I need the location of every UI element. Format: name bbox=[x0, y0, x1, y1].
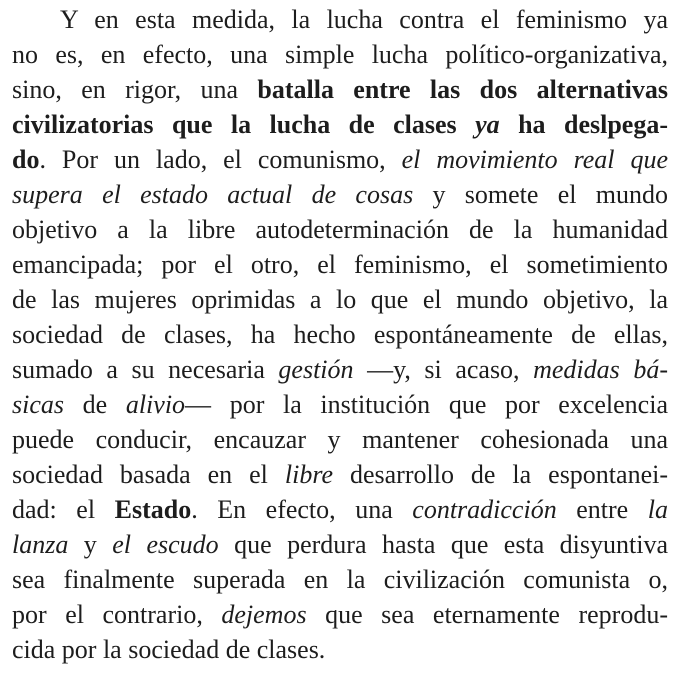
text-run: dad: el bbox=[12, 495, 115, 524]
text-run: civilizatorias que la lucha de clases bbox=[12, 110, 476, 139]
text-run: dejemos bbox=[221, 600, 307, 629]
text-line bbox=[12, 177, 668, 212]
text-run: de las mujeres oprimidas a lo que el mundo objetivo, la bbox=[12, 285, 668, 314]
text-run: y bbox=[68, 530, 113, 559]
text-run: el escudo bbox=[112, 530, 219, 559]
text-run: entre bbox=[556, 495, 648, 524]
text-run: y somete el mundo bbox=[413, 180, 668, 209]
text-line bbox=[12, 387, 668, 422]
text-line bbox=[12, 142, 668, 177]
text-run: sociedad de clases, ha hecho espontáneamente de ellas, bbox=[12, 320, 668, 349]
text-run: gestión bbox=[278, 355, 354, 384]
text-line bbox=[12, 562, 668, 597]
text-run: emancipada; por el otro, el feminismo, el sometimiento bbox=[12, 250, 668, 279]
text-line bbox=[12, 597, 668, 632]
text-run: . Por un lado, el comunismo, bbox=[39, 145, 402, 174]
text-line bbox=[12, 282, 668, 317]
text-line bbox=[12, 317, 668, 352]
text-run: lanza bbox=[12, 530, 69, 559]
text-run: la bbox=[647, 495, 668, 524]
text-line bbox=[12, 352, 668, 387]
text-run: no es, en efecto, una simple lucha político-organizativa, bbox=[12, 40, 668, 69]
text-run: supera el estado actual de cosas bbox=[12, 180, 414, 209]
text-run: —y, si acaso, bbox=[353, 355, 534, 384]
text-run: el movimiento real que bbox=[401, 145, 668, 174]
text-run: sicas bbox=[12, 390, 64, 419]
text-line bbox=[12, 212, 668, 247]
text-run: Y en esta medida, la lucha contra el feminismo ya bbox=[60, 5, 668, 34]
text-line bbox=[12, 457, 668, 492]
text-run: sumado a su necesaria bbox=[12, 355, 279, 384]
text-run: sociedad basada en el bbox=[12, 460, 285, 489]
text-line bbox=[60, 2, 668, 37]
text-line bbox=[12, 37, 668, 72]
text-run: medidas bá- bbox=[533, 355, 668, 384]
text-run: que perdura hasta que esta disyuntiva bbox=[218, 530, 669, 559]
text-run: libre bbox=[284, 460, 334, 489]
text-line bbox=[12, 107, 668, 142]
text-run: batalla entre las dos alternativas bbox=[257, 75, 668, 104]
text-run: Estado bbox=[114, 495, 192, 524]
text-run: ha deslpega- bbox=[499, 110, 668, 139]
text-run: alivio bbox=[125, 390, 186, 419]
text-run: sino, en rigor, una bbox=[12, 75, 258, 104]
text-run: de bbox=[64, 390, 126, 419]
text-run: puede conducir, encauzar y mantener cohesionada una bbox=[12, 425, 668, 454]
text-run: por el contrario, bbox=[12, 600, 222, 629]
text-line bbox=[12, 527, 668, 562]
text-run: objetivo a la libre autodeterminación de la humanidad bbox=[12, 215, 668, 244]
text-line bbox=[12, 422, 668, 457]
text-line bbox=[12, 632, 668, 667]
text-run: ya bbox=[475, 110, 500, 139]
text-run: contradicción bbox=[412, 495, 557, 524]
text-run: . En efecto, una bbox=[191, 495, 413, 524]
text-line bbox=[12, 492, 668, 527]
text-run: que sea eternamente reprodu- bbox=[306, 600, 668, 629]
text-line bbox=[12, 72, 668, 107]
text-line bbox=[12, 247, 668, 282]
text-run: sea finalmente superada en la civilización comunista o, bbox=[12, 565, 668, 594]
text-run: — por la institución que por excelencia bbox=[185, 390, 668, 419]
text-run: do bbox=[12, 145, 40, 174]
text-run: desarrollo de la espontanei- bbox=[333, 460, 668, 489]
text-run: cida por la sociedad de clases. bbox=[12, 635, 326, 664]
